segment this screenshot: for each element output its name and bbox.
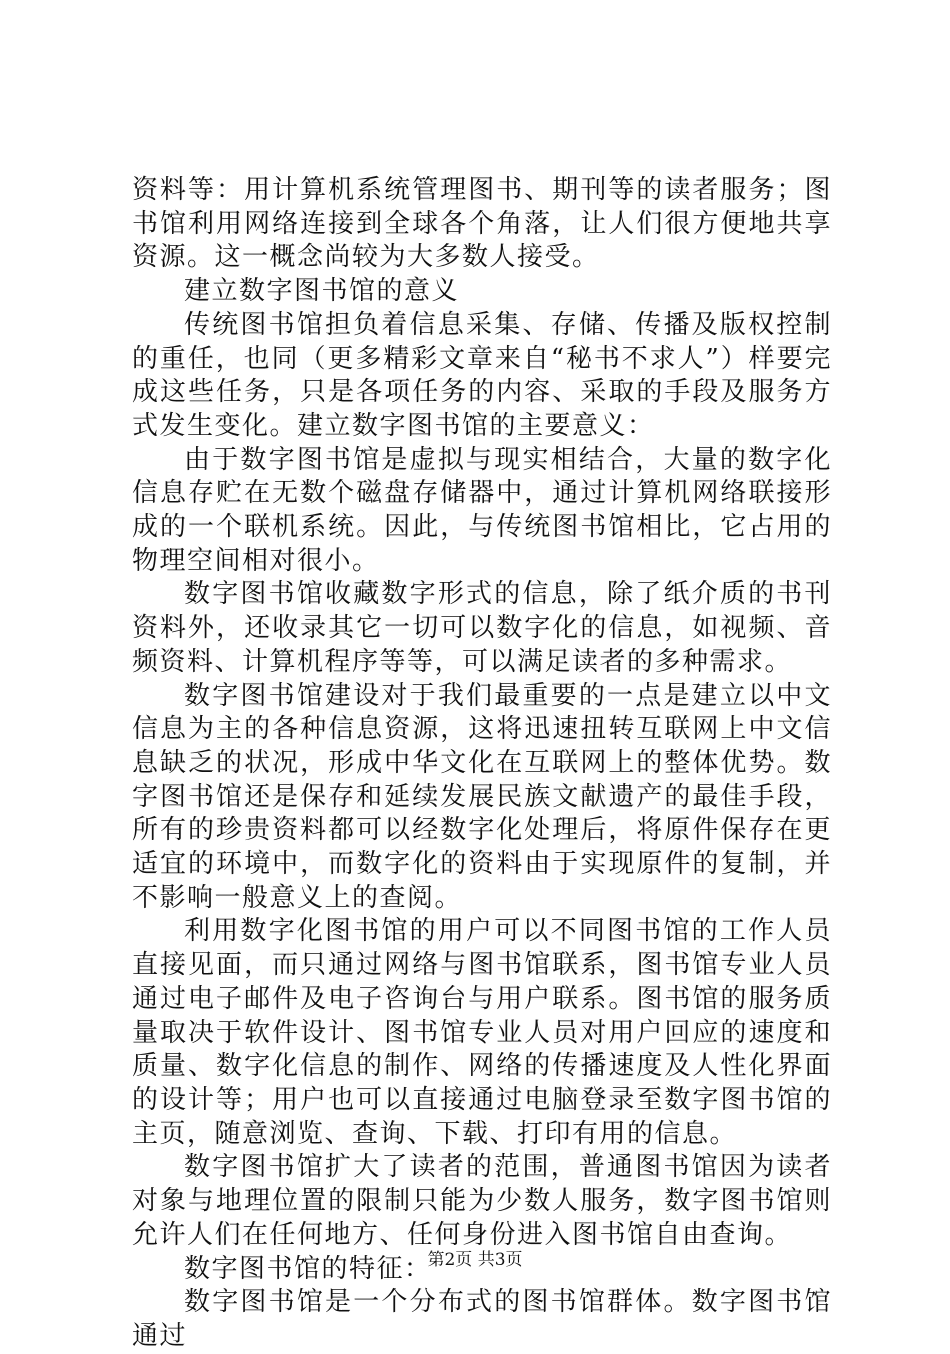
document-body	[132, 174, 832, 1354]
paragraph-4: 由于数字图书馆是虚拟与现实相结合，大量的数字化信息存贮在无数个磁盘存储器中，通过计算机网络联接形成的一个联机系统。因此，与传统图书馆相比，它占用的物理空间相对很小。	[132, 444, 832, 576]
paragraph-6: 数字图书馆建设对于我们最重要的一点是建立以中文信息为主的各种信息资源，这将迅速扭转互联网上中文信息缺乏的状况，形成中华文化在互联网上的整体优势。数字图书馆还是保存和延续发展民族文献遗产的最佳手段，所有的珍贵资料都可以经数字化处理后，将原件保存在更适宜的环境中，而数字化的资料由于实现原件的复制，并不影响一般意义上的查阅。	[132, 680, 832, 913]
paragraph-3: 传统图书馆担负着信息采集、存储、传播及版权控制的重任，也同（更多精彩文章来自“秘书不求人”）样要完成这些任务，只是各项任务的内容、采取的手段及服务方式发生变化。建立数字图书馆的主要意义：	[132, 309, 832, 441]
page-number-footer: 第2页 共3页	[427, 1250, 523, 1270]
paragraph-7: 利用数字化图书馆的用户可以不同图书馆的工作人员直接见面，而只通过网络与图书馆联系，图书馆专业人员通过电子邮件及电子咨询台与用户联系。图书馆的服务质量取决于软件设计、图书馆专业人员对用户回应的速度和质量、数字化信息的制作、网络的传播速度及人性化界面的设计等；用户也可以直接通过电脑登录至数字图书馆的主页，随意浏览、查询、下载、打印有用的信息。	[132, 916, 832, 1149]
paragraph-10: 数字图书馆是一个分布式的图书馆群体。数字图书馆通过	[132, 1287, 832, 1351]
paragraph-8: 数字图书馆扩大了读者的范围，普通图书馆因为读者对象与地理位置的限制只能为少数人服务，数字图书馆则允许人们在任何地方、任何身份进入图书馆自由查询。	[132, 1152, 832, 1250]
paragraph-1: 资料等：用计算机系统管理图书、期刊等的读者服务；图书馆利用网络连接到全球各个角落，让人们很方便地共享资源。这一概念尚较为大多数人接受。	[132, 175, 832, 273]
paragraph-5: 数字图书馆收藏数字形式的信息，除了纸介质的书刊资料外，还收录其它一切可以数字化的信息，如视频、音频资料、计算机程序等等，可以满足读者的多种需求。	[132, 579, 832, 677]
section-heading-features: 数字图书馆的特征：	[184, 1253, 432, 1284]
section-heading-significance: 建立数字图书馆的意义	[184, 276, 460, 307]
